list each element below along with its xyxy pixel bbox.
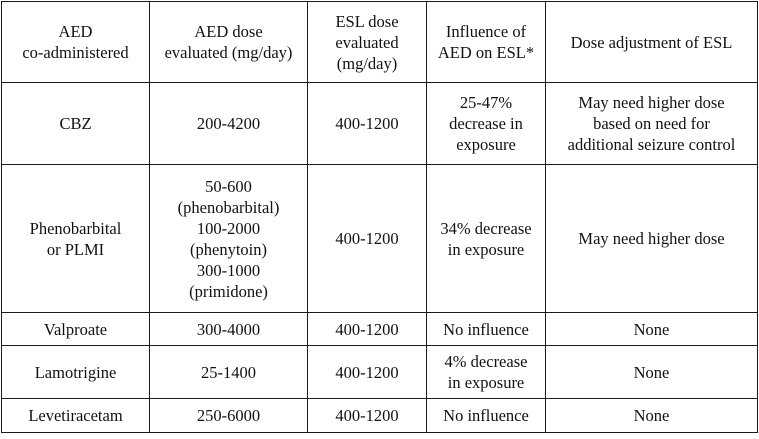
cell-aed-dose: 50-600 (phenobarbital) 100-2000 (phenytoin) 300-1000 (primidone) bbox=[150, 165, 308, 313]
table-row-lamotrigine bbox=[2, 346, 758, 399]
header-row bbox=[2, 2, 758, 83]
cell-adjustment: None bbox=[546, 399, 758, 433]
cell-aed: Levetiracetam bbox=[2, 399, 150, 433]
table-row-levetiracetam bbox=[2, 399, 758, 433]
cell-aed-dose: 250-6000 bbox=[150, 399, 308, 433]
table-row-valproate bbox=[2, 313, 758, 346]
cell-influence: No influence bbox=[427, 313, 546, 346]
header-esl-dose-evaluated: ESL dose evaluated (mg/day) bbox=[308, 2, 427, 83]
cell-esl-dose: 400-1200 bbox=[308, 313, 427, 346]
cell-esl-dose: 400-1200 bbox=[308, 346, 427, 399]
cell-influence: 25-47% decrease in exposure bbox=[427, 83, 546, 165]
cell-aed: CBZ bbox=[2, 83, 150, 165]
cell-aed-dose: 300-4000 bbox=[150, 313, 308, 346]
table-row-phenobarbital bbox=[2, 165, 758, 313]
cell-influence: 34% decrease in exposure bbox=[427, 165, 546, 313]
cell-adjustment: May need higher dose based on need for additional seizure control bbox=[546, 83, 758, 165]
cell-adjustment: None bbox=[546, 313, 758, 346]
aed-interaction-table bbox=[1, 1, 758, 433]
cell-adjustment: May need higher dose bbox=[546, 165, 758, 313]
cell-influence: No influence bbox=[427, 399, 546, 433]
cell-aed: Valproate bbox=[2, 313, 150, 346]
header-influence-of-aed: Influence of AED on ESL* bbox=[427, 2, 546, 83]
cell-esl-dose: 400-1200 bbox=[308, 83, 427, 165]
cell-esl-dose: 400-1200 bbox=[308, 165, 427, 313]
cell-adjustment: None bbox=[546, 346, 758, 399]
cell-aed: Lamotrigine bbox=[2, 346, 150, 399]
cell-esl-dose: 400-1200 bbox=[308, 399, 427, 433]
table-row-cbz bbox=[2, 83, 758, 165]
header-aed-dose-evaluated: AED dose evaluated (mg/day) bbox=[150, 2, 308, 83]
header-dose-adjustment: Dose adjustment of ESL bbox=[546, 2, 758, 83]
cell-influence: 4% decrease in exposure bbox=[427, 346, 546, 399]
header-aed-coadministered: AED co-administered bbox=[2, 2, 150, 83]
cell-aed: Phenobarbital or PLMI bbox=[2, 165, 150, 313]
cell-aed-dose: 25-1400 bbox=[150, 346, 308, 399]
cell-aed-dose: 200-4200 bbox=[150, 83, 308, 165]
